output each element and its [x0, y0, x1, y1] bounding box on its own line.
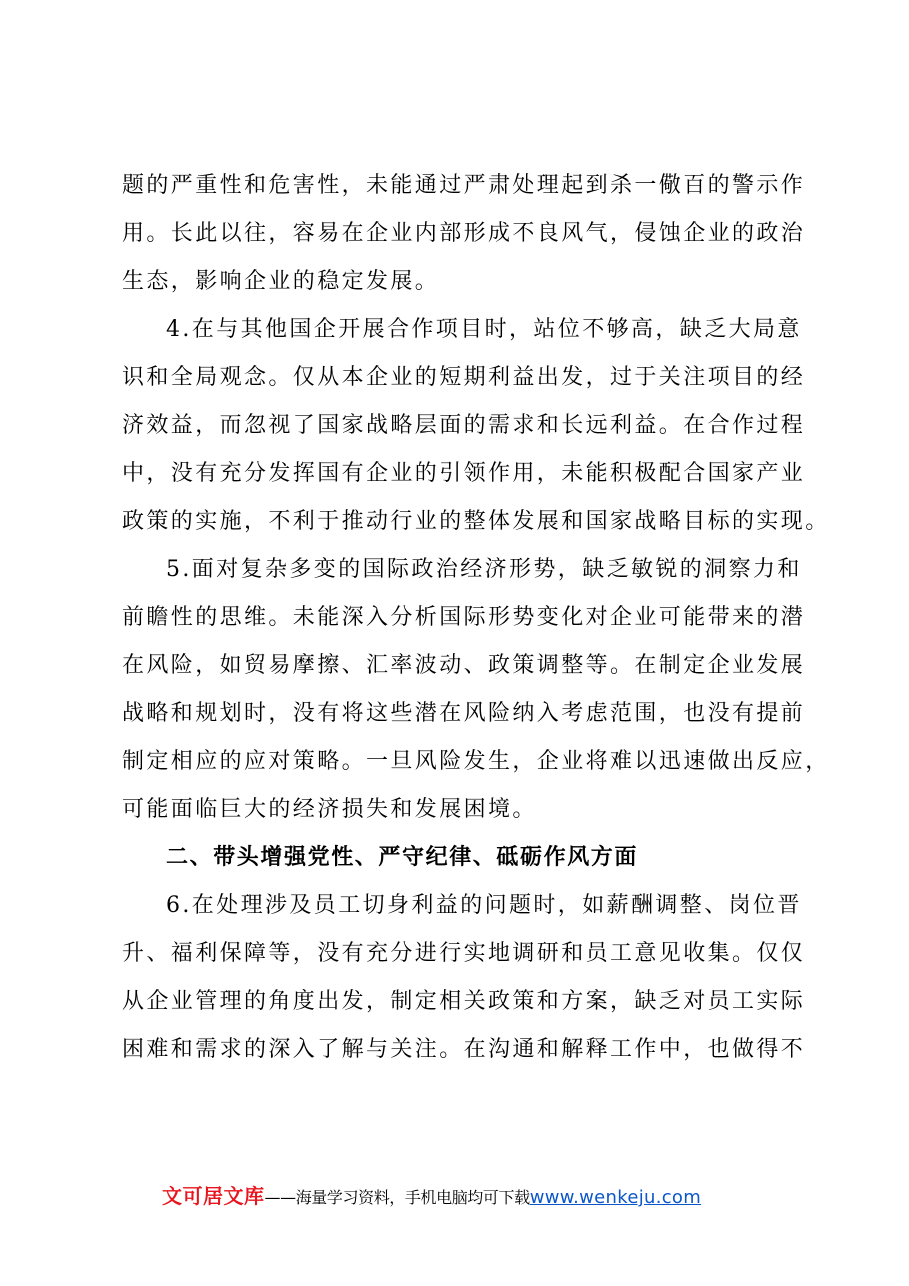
paragraph-line: 政策的实施，不利于推动行业的整体发展和国家战略目标的实现。: [122, 509, 830, 534]
paragraph-line: 前瞻性的思维。未能深入分析国际形势变化对企业可能带来的潜: [122, 605, 806, 630]
paragraph-line: 4.在与其他国企开展合作项目时，站位不够高，缺乏大局意: [166, 317, 802, 342]
paragraph-line: 在风险，如贸易摩擦、汇率波动、政策调整等。在制定企业发展: [122, 653, 806, 678]
footer-url-link[interactable]: www.wenkeju.com: [529, 1187, 702, 1208]
section-heading: 二、带头增强党性、严守纪律、砥砺作风方面: [166, 845, 639, 870]
footer-description: ——海量学习资料，手机电脑均可下载: [264, 1188, 530, 1207]
paragraph-line: 从企业管理的角度出发，制定相关政策和方案，缺乏对员工实际: [122, 989, 806, 1014]
paragraph-line: 制定相应的应对策略。一旦风险发生，企业将难以迅速做出反应，: [122, 749, 830, 774]
paragraph-line: 用。长此以往，容易在企业内部形成不良风气，侵蚀企业的政治: [122, 221, 806, 246]
footer-brand: 文可居文库: [162, 1184, 265, 1208]
paragraph-line: 济效益，而忽视了国家战略层面的需求和长远利益。在合作过程: [122, 413, 806, 438]
paragraph-line: 6.在处理涉及员工切身利益的问题时，如薪酬调整、岗位晋: [166, 893, 802, 918]
paragraph-line: 中，没有充分发挥国有企业的引领作用，未能积极配合国家产业: [122, 461, 806, 486]
paragraph-line: 可能面临巨大的经济损失和发展困境。: [122, 797, 537, 822]
paragraph-line: 5.面对复杂多变的国际政治经济形势，缺乏敏锐的洞察力和: [166, 557, 802, 582]
paragraph-line: 战略和规划时，没有将这些潜在风险纳入考虑范围，也没有提前: [122, 701, 806, 726]
paragraph-line: 困难和需求的深入了解与关注。在沟通和解释工作中，也做得不: [122, 1037, 806, 1062]
paragraph-line: 识和全局观念。仅从本企业的短期利益出发，过于关注项目的经: [122, 365, 806, 390]
paragraph-line: 升、福利保障等，没有充分进行实地调研和员工意见收集。仅仅: [122, 941, 806, 966]
footer-banner: [162, 1182, 802, 1212]
paragraph-line: 生态，影响企业的稳定发展。: [122, 269, 440, 294]
paragraph-line: 题的严重性和危害性，未能通过严肃处理起到杀一儆百的警示作: [122, 173, 806, 198]
